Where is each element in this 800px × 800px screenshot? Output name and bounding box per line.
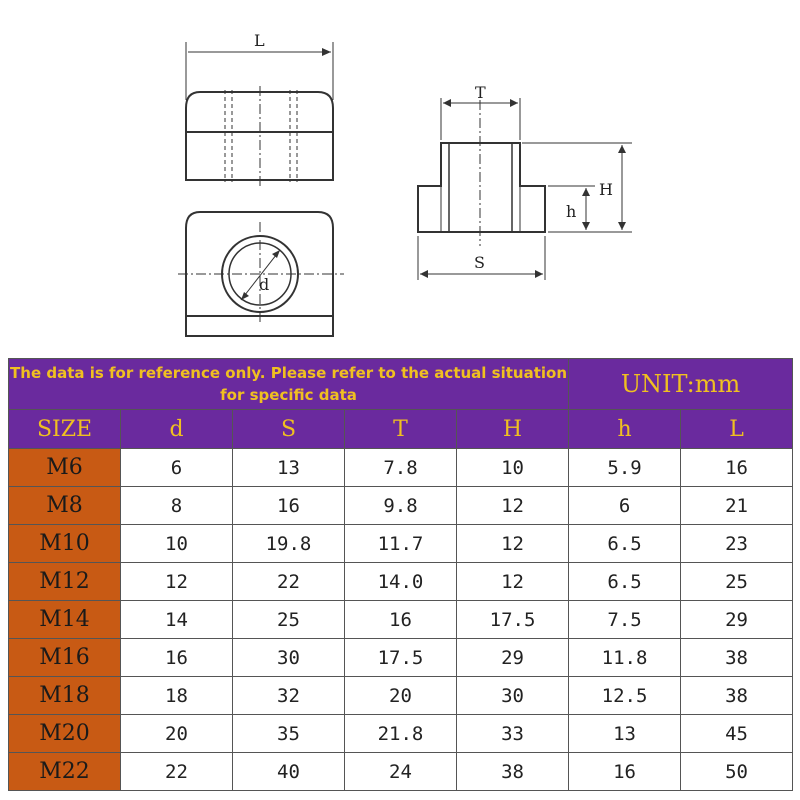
value-cell-t: 20 xyxy=(345,677,457,715)
value-cell-h: 11.8 xyxy=(569,639,681,677)
label-H: H xyxy=(599,180,613,199)
value-cell-l: 23 xyxy=(681,525,793,563)
reference-notice: The data is for reference only. Please refer to the actual situation for specific data xyxy=(9,359,569,410)
value-cell-h: 17.5 xyxy=(457,601,569,639)
value-cell-t: 9.8 xyxy=(345,487,457,525)
value-cell-t: 14.0 xyxy=(345,563,457,601)
value-cell-h: 12 xyxy=(457,563,569,601)
size-cell: M16 xyxy=(9,639,121,677)
size-cell: M8 xyxy=(9,487,121,525)
label-d: d xyxy=(259,275,270,294)
value-cell-s: 30 xyxy=(233,639,345,677)
table-row xyxy=(9,677,793,715)
value-cell-t: 16 xyxy=(345,601,457,639)
value-cell-h: 5.9 xyxy=(569,449,681,487)
size-cell: M18 xyxy=(9,677,121,715)
table-header-row xyxy=(9,410,793,449)
value-cell-d: 18 xyxy=(121,677,233,715)
value-cell-h: 6 xyxy=(569,487,681,525)
value-cell-t: 11.7 xyxy=(345,525,457,563)
table-banner xyxy=(9,359,793,410)
column-header-l: L xyxy=(681,410,793,449)
technical-drawings xyxy=(0,0,800,358)
value-cell-h: 12.5 xyxy=(569,677,681,715)
value-cell-h: 6.5 xyxy=(569,563,681,601)
column-header-d: d xyxy=(121,410,233,449)
value-cell-s: 16 xyxy=(233,487,345,525)
value-cell-d: 20 xyxy=(121,715,233,753)
size-spec-table xyxy=(8,358,793,791)
value-cell-t: 17.5 xyxy=(345,639,457,677)
value-cell-h: 13 xyxy=(569,715,681,753)
value-cell-d: 16 xyxy=(121,639,233,677)
value-cell-d: 14 xyxy=(121,601,233,639)
value-cell-h: 7.5 xyxy=(569,601,681,639)
size-cell: M22 xyxy=(9,753,121,791)
label-S: S xyxy=(474,253,485,272)
column-header-t: T xyxy=(345,410,457,449)
table-row xyxy=(9,639,793,677)
table-body xyxy=(9,449,793,791)
value-cell-h: 33 xyxy=(457,715,569,753)
column-header-h: h xyxy=(569,410,681,449)
unit-label: UNIT:mm xyxy=(569,359,793,410)
value-cell-d: 8 xyxy=(121,487,233,525)
label-h: h xyxy=(566,202,577,221)
table-row xyxy=(9,753,793,791)
value-cell-d: 10 xyxy=(121,525,233,563)
size-cell: M14 xyxy=(9,601,121,639)
table-row xyxy=(9,563,793,601)
value-cell-h: 12 xyxy=(457,525,569,563)
table-row xyxy=(9,715,793,753)
value-cell-h: 30 xyxy=(457,677,569,715)
value-cell-s: 22 xyxy=(233,563,345,601)
value-cell-l: 16 xyxy=(681,449,793,487)
t-nut-drawing xyxy=(0,0,800,358)
value-cell-d: 12 xyxy=(121,563,233,601)
value-cell-s: 19.8 xyxy=(233,525,345,563)
value-cell-l: 38 xyxy=(681,677,793,715)
value-cell-l: 21 xyxy=(681,487,793,525)
value-cell-l: 50 xyxy=(681,753,793,791)
value-cell-h: 38 xyxy=(457,753,569,791)
value-cell-h: 29 xyxy=(457,639,569,677)
value-cell-l: 25 xyxy=(681,563,793,601)
size-cell: M12 xyxy=(9,563,121,601)
value-cell-l: 38 xyxy=(681,639,793,677)
value-cell-d: 6 xyxy=(121,449,233,487)
value-cell-h: 6.5 xyxy=(569,525,681,563)
value-cell-s: 40 xyxy=(233,753,345,791)
value-cell-h: 12 xyxy=(457,487,569,525)
value-cell-l: 45 xyxy=(681,715,793,753)
value-cell-d: 22 xyxy=(121,753,233,791)
value-cell-t: 24 xyxy=(345,753,457,791)
column-header-s: S xyxy=(233,410,345,449)
side-view xyxy=(186,42,333,188)
value-cell-s: 32 xyxy=(233,677,345,715)
value-cell-h: 16 xyxy=(569,753,681,791)
value-cell-l: 29 xyxy=(681,601,793,639)
top-view xyxy=(178,212,344,336)
size-cell: M20 xyxy=(9,715,121,753)
value-cell-t: 7.8 xyxy=(345,449,457,487)
value-cell-t: 21.8 xyxy=(345,715,457,753)
table-row xyxy=(9,449,793,487)
value-cell-s: 35 xyxy=(233,715,345,753)
size-cell: M10 xyxy=(9,525,121,563)
size-cell: M6 xyxy=(9,449,121,487)
value-cell-s: 13 xyxy=(233,449,345,487)
table-row xyxy=(9,487,793,525)
table-row xyxy=(9,525,793,563)
value-cell-h: 10 xyxy=(457,449,569,487)
column-header-size: SIZE xyxy=(9,410,121,449)
label-T: T xyxy=(475,83,486,102)
value-cell-s: 25 xyxy=(233,601,345,639)
column-header-h: H xyxy=(457,410,569,449)
table-row xyxy=(9,601,793,639)
label-L: L xyxy=(254,31,265,50)
